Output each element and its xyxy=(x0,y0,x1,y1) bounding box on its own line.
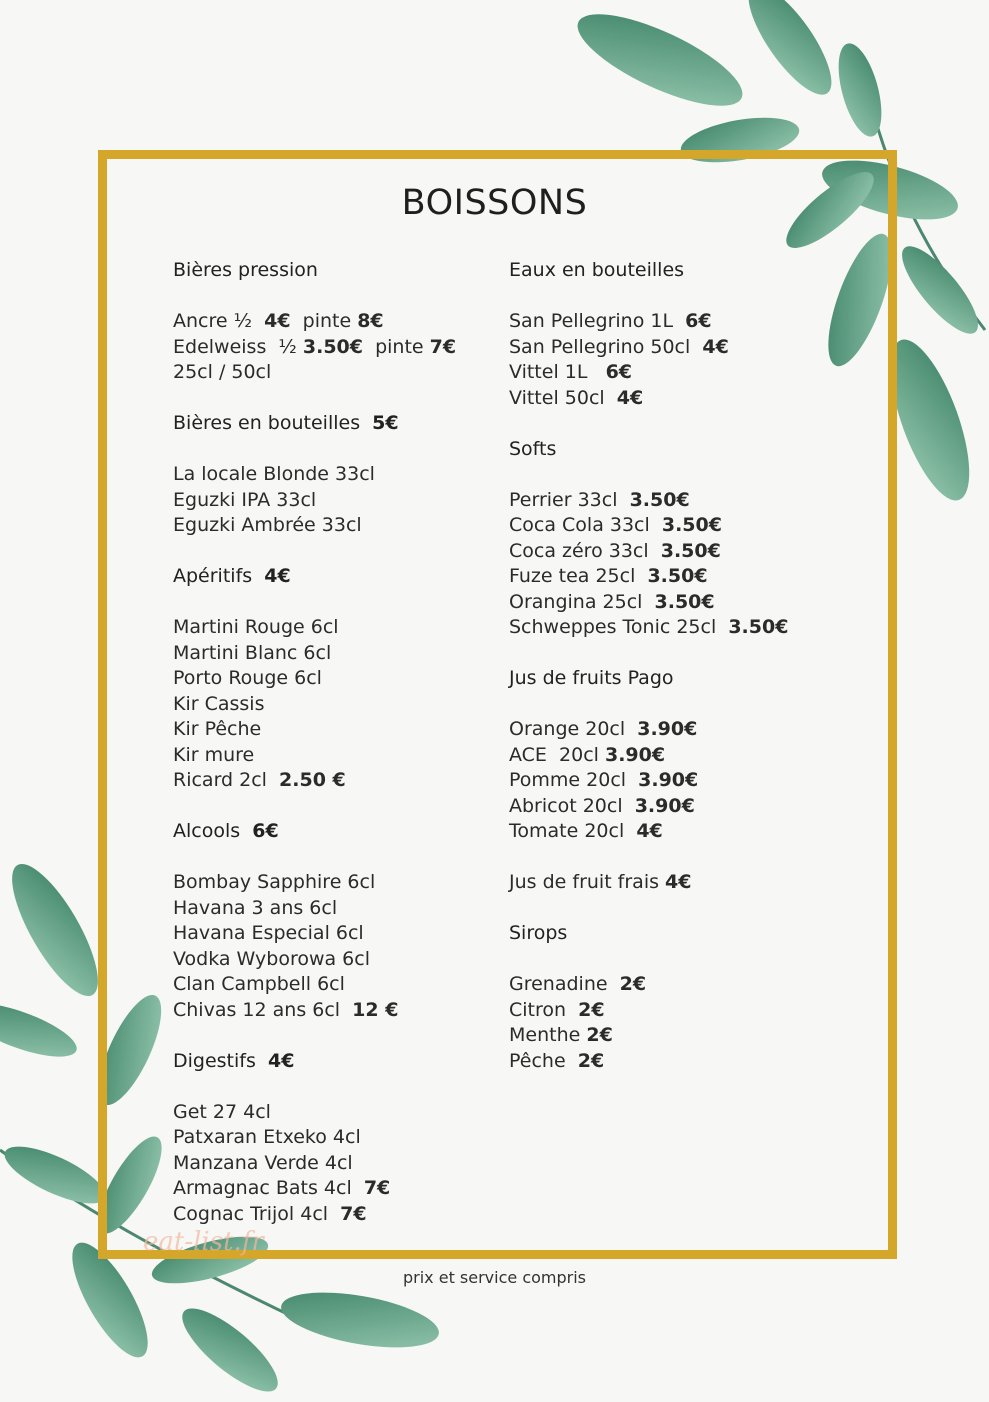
item-label: Cognac Trijol 4cl xyxy=(173,1202,341,1225)
item-price: 4€ xyxy=(264,310,291,332)
item-label: Coca Cola 33cl xyxy=(509,514,662,536)
item-label: San Pellegrino 50cl xyxy=(509,335,703,358)
menu-item xyxy=(509,768,788,794)
menu-item xyxy=(509,539,788,565)
section-heading xyxy=(173,819,456,845)
item-label: Clan Campbell 6cl xyxy=(173,973,345,995)
item-label: Eguzki Ambrée 33cl xyxy=(173,514,362,536)
item-extra-label: pinte xyxy=(290,310,358,332)
menu-item xyxy=(509,335,788,361)
section-heading-label: Jus de fruits Pago xyxy=(509,667,674,689)
item-label: Coca zéro 33cl xyxy=(509,539,661,562)
menu-item xyxy=(173,921,456,947)
menu-item xyxy=(173,335,456,361)
item-price: 2€ xyxy=(577,1049,605,1072)
menu-item xyxy=(509,386,788,412)
menu-item xyxy=(509,819,788,845)
item-label: Chivas 12 ans 6cl xyxy=(173,998,353,1021)
item-price: 12 € xyxy=(352,998,399,1021)
item-label: Jus de fruit frais xyxy=(509,871,666,893)
menu-item xyxy=(173,1176,456,1202)
section-heading-label: Digestifs xyxy=(173,1049,268,1072)
section-heading-label: Bières en bouteilles xyxy=(173,412,373,434)
item-label: Ancre ½ xyxy=(173,310,265,332)
menu-item xyxy=(173,513,456,539)
item-label: Porto Rouge 6cl xyxy=(173,667,322,689)
item-price: 3.50€ xyxy=(654,590,715,613)
section-heading-price: 4€ xyxy=(264,565,291,587)
item-price: 2€ xyxy=(578,998,605,1021)
item-price: 3.50€ xyxy=(728,616,789,638)
item-price: 7€ xyxy=(340,1202,367,1225)
section-heading xyxy=(173,1049,456,1075)
section-heading xyxy=(509,258,788,284)
item-label: La locale Blonde 33cl xyxy=(173,463,375,485)
item-label: Perrier 33cl xyxy=(509,488,630,511)
item-label: ACE 20cl xyxy=(509,743,605,766)
menu-item xyxy=(173,717,456,743)
section-heading xyxy=(509,921,788,947)
item-price: 3.50€ xyxy=(302,335,363,358)
section-heading-price: 5€ xyxy=(372,412,399,434)
menu-item xyxy=(173,488,456,514)
section-heading xyxy=(173,411,456,437)
menu-item xyxy=(173,1125,456,1151)
menu-item xyxy=(173,1151,456,1177)
menu-item xyxy=(173,692,456,718)
item-label: Vittel 1L xyxy=(509,361,606,383)
item-label: Armagnac Bats 4cl xyxy=(173,1177,364,1199)
menu-item xyxy=(173,896,456,922)
item-label: Vittel 50cl xyxy=(509,386,617,409)
menu-item xyxy=(173,1202,456,1228)
item-label: Edelweiss ½ xyxy=(173,335,303,358)
section-heading-label: Alcools xyxy=(173,820,253,842)
menu-item xyxy=(173,641,456,667)
item-label: Eguzki IPA 33cl xyxy=(173,488,317,511)
item-label: Martini Blanc 6cl xyxy=(173,641,332,664)
item-price: 2€ xyxy=(586,1024,613,1046)
item-price: 4€ xyxy=(665,871,692,893)
item-price: 4€ xyxy=(702,335,729,358)
item-price: 2€ xyxy=(619,973,647,995)
menu-item xyxy=(509,360,788,386)
menu-item xyxy=(173,309,456,335)
item-label: Bombay Sapphire 6cl xyxy=(173,871,376,893)
section-heading-label: Sirops xyxy=(509,922,568,944)
section-heading xyxy=(509,437,788,463)
menu-item xyxy=(509,870,788,896)
item-price: 3.50€ xyxy=(660,539,721,562)
item-price: 4€ xyxy=(616,386,644,409)
item-label: Orangina 25cl xyxy=(509,590,655,613)
item-extra-price: 7€ xyxy=(429,335,457,358)
item-label: Orange 20cl xyxy=(509,718,638,740)
item-label: Schweppes Tonic 25cl xyxy=(509,616,729,638)
menu-item xyxy=(173,768,456,794)
section-heading-label: Apéritifs xyxy=(173,565,265,587)
menu-item xyxy=(173,1100,456,1126)
item-price: 6€ xyxy=(605,361,633,383)
menu-item xyxy=(173,360,456,386)
menu-item xyxy=(173,462,456,488)
menu-item xyxy=(509,998,788,1024)
item-label: Pêche xyxy=(509,1049,578,1072)
menu-item xyxy=(173,666,456,692)
item-price: 3.50€ xyxy=(661,514,722,536)
section-heading xyxy=(173,564,456,590)
item-label: Havana Especial 6cl xyxy=(173,922,364,944)
menu-item xyxy=(509,513,788,539)
section-heading-label: Eaux en bouteilles xyxy=(509,259,685,281)
item-label: Kir Pêche xyxy=(173,718,262,740)
item-price: 7€ xyxy=(363,1177,391,1199)
menu-item xyxy=(509,1023,788,1049)
item-price: 3.50€ xyxy=(647,565,708,587)
menu-item xyxy=(509,488,788,514)
menu-item xyxy=(509,309,788,335)
left-menu-column xyxy=(173,258,456,1227)
section-heading-price: 4€ xyxy=(267,1049,295,1072)
footer-note: prix et service compris xyxy=(402,1268,587,1287)
item-label: Havana 3 ans 6cl xyxy=(173,896,338,919)
menu-item xyxy=(509,1049,788,1075)
menu-item xyxy=(509,590,788,616)
item-label: Kir mure xyxy=(173,743,255,766)
menu-item xyxy=(509,972,788,998)
item-label: San Pellegrino 1L xyxy=(509,310,686,332)
menu-item xyxy=(173,998,456,1024)
menu-item xyxy=(173,870,456,896)
menu-item xyxy=(173,947,456,973)
item-label: Grenadine xyxy=(509,973,620,995)
watermark: eat-list.fr xyxy=(143,1227,264,1257)
item-label: Get 27 4cl xyxy=(173,1100,271,1123)
right-menu-column xyxy=(509,258,788,1074)
item-label: Manzana Verde 4cl xyxy=(173,1151,353,1174)
item-price: 3.90€ xyxy=(634,794,695,817)
item-price: 2.50 € xyxy=(279,769,346,791)
item-price: 4€ xyxy=(636,820,663,842)
item-label: Patxaran Etxeko 4cl xyxy=(173,1126,361,1148)
item-extra-label: pinte xyxy=(362,335,430,358)
item-label: 25cl / 50cl xyxy=(173,361,272,383)
menu-item xyxy=(173,615,456,641)
item-price: 3.50€ xyxy=(629,488,690,511)
menu-item xyxy=(173,972,456,998)
item-label: Pomme 20cl xyxy=(509,769,639,791)
item-label: Fuze tea 25cl xyxy=(509,565,648,587)
item-price: 3.90€ xyxy=(638,769,699,791)
section-heading xyxy=(509,666,788,692)
section-heading-label: Softs xyxy=(509,437,557,460)
menu-item xyxy=(509,794,788,820)
item-price: 3.90€ xyxy=(637,718,698,740)
page-title: BOISSONS xyxy=(401,183,588,223)
item-label: Martini Rouge 6cl xyxy=(173,616,339,638)
item-label: Ricard 2cl xyxy=(173,769,280,791)
menu-item xyxy=(509,615,788,641)
section-heading-price: 6€ xyxy=(252,820,279,842)
item-label: Abricot 20cl xyxy=(509,794,635,817)
item-label: Menthe xyxy=(509,1024,587,1046)
section-heading-label: Bières pression xyxy=(173,259,318,281)
item-label: Citron xyxy=(509,998,579,1021)
menu-item xyxy=(509,717,788,743)
item-price: 6€ xyxy=(685,310,712,332)
item-price: 3.90€ xyxy=(604,743,666,766)
section-heading xyxy=(173,258,456,284)
item-label: Kir Cassis xyxy=(173,692,265,715)
item-label: Vodka Wyborowa 6cl xyxy=(173,947,370,970)
menu-item xyxy=(509,564,788,590)
item-extra-price: 8€ xyxy=(357,310,384,332)
item-label: Tomate 20cl xyxy=(509,820,637,842)
menu-item xyxy=(509,743,788,769)
menu-item xyxy=(173,743,456,769)
